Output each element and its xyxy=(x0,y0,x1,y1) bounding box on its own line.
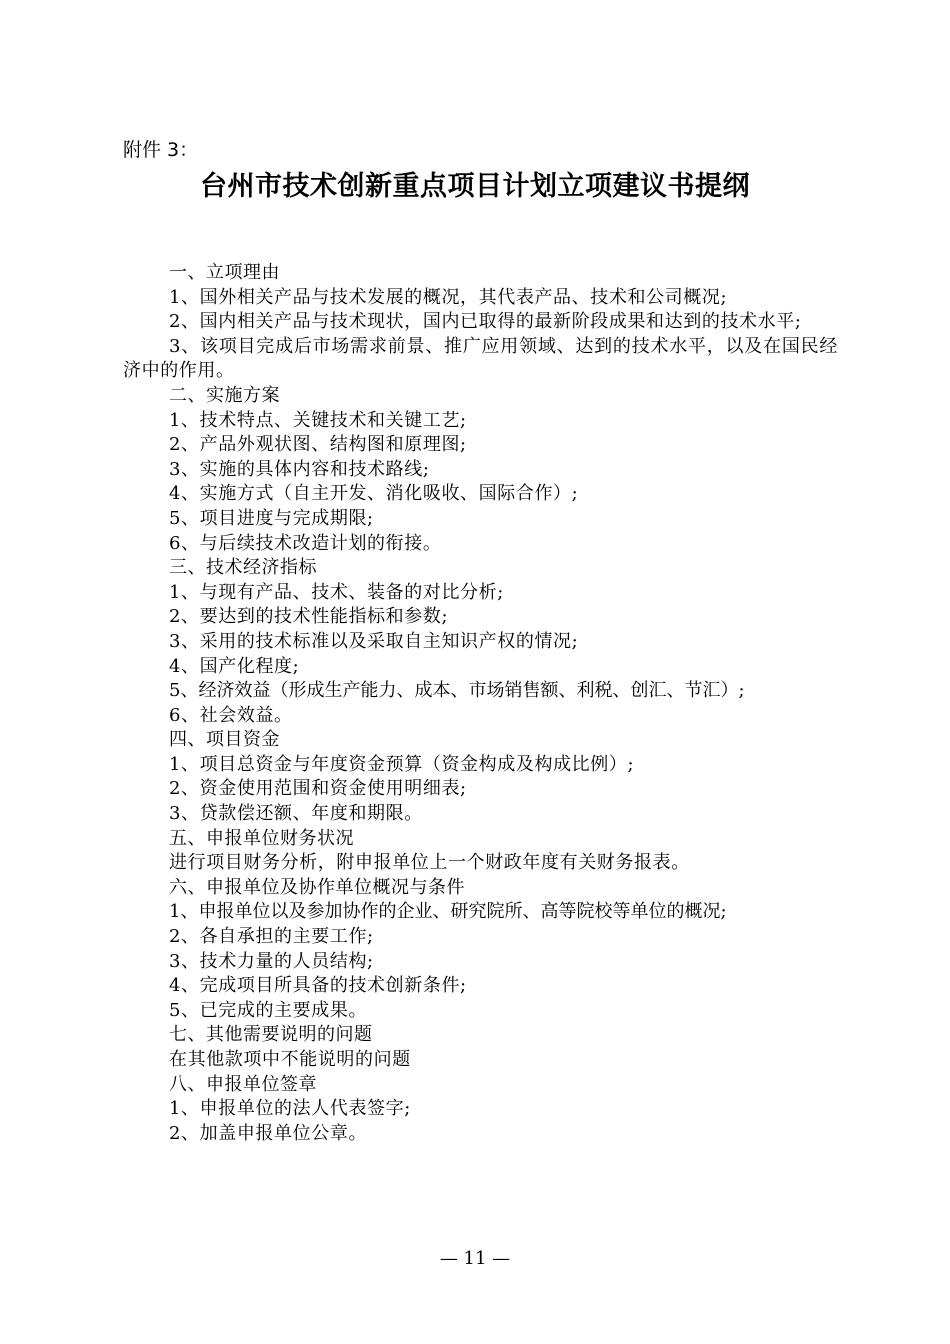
section-item: 6、与后续技术改造计划的衔接。 xyxy=(169,532,442,554)
section-item: 进行项目财务分析，附申报单位上一个财政年度有关财务报表。 xyxy=(169,852,690,874)
section-item: 5、经济效益（形成生产能力、成本、市场销售额、利税、创汇、节汇）; xyxy=(169,680,745,702)
section-heading: 四、项目资金 xyxy=(169,729,280,751)
section-item: 2、加盖申报单位公章。 xyxy=(169,1122,368,1144)
section-item: 在其他款项中不能说明的问题 xyxy=(169,1049,411,1070)
section-heading: 二、实施方案 xyxy=(169,384,280,406)
section-item: 3、实施的具体内容和技术路线; xyxy=(169,458,430,480)
section-item: 5、已完成的主要成果。 xyxy=(169,999,368,1021)
section-heading: 七、其他需要说明的问题 xyxy=(169,1024,373,1046)
page-number: — 11 — xyxy=(439,1248,511,1269)
section-item: 6、社会效益。 xyxy=(169,704,293,726)
attachment-label: 附件 3： xyxy=(123,139,199,161)
section-item: 2、各自承担的主要工作; xyxy=(169,926,374,948)
section-item: 1、项目总资金与年度资金预算（资金构成及构成比例）; xyxy=(169,753,635,775)
section-item: 1、与现有产品、技术、装备的对比分析; xyxy=(169,581,504,603)
section-heading: 三、技术经济指标 xyxy=(169,557,317,579)
section-heading: 一、立项理由 xyxy=(169,262,280,283)
section-item: 4、实施方式（自主开发、消化吸收、国际合作）; xyxy=(169,483,579,505)
section-item: 1、技术特点、关键技术和关键工艺; xyxy=(169,409,467,431)
section-item: 2、产品外观状图、结构图和原理图; xyxy=(169,434,467,456)
section-heading: 五、申报单位财务状况 xyxy=(169,827,354,849)
section-item: 2、要达到的技术性能指标和参数; xyxy=(169,606,449,628)
document-title: 台州市技术创新重点项目计划立项建议书提纲 xyxy=(200,171,750,202)
section-item: 4、国产化程度; xyxy=(169,655,300,677)
section-item: 5、项目进度与完成期限; xyxy=(169,507,374,529)
section-item: 1、国外相关产品与技术发展的概况，其代表产品、技术和公司概况; xyxy=(169,286,728,308)
section-item: 3、该项目完成后市场需求前景、推广应用领域、达到的技术水平，以及在国民经济中的作用。 xyxy=(123,335,838,382)
document-body xyxy=(123,261,838,1146)
section-item: 2、国内相关产品与技术现状，国内已取得的最新阶段成果和达到的技术水平; xyxy=(169,311,802,333)
section-item: 2、资金使用范围和资金使用明细表; xyxy=(169,778,467,800)
section-heading: 六、申报单位及协作单位概况与条件 xyxy=(169,876,465,898)
section-heading: 八、申报单位签章 xyxy=(169,1073,317,1095)
section-item: 3、技术力量的人员结构; xyxy=(169,950,374,972)
section-item: 1、申报单位以及参加协作的企业、研究院所、高等院校等单位的概况; xyxy=(169,901,727,923)
section-item: 3、采用的技术标准以及采取自主知识产权的情况; xyxy=(169,630,579,652)
section-item: 4、完成项目所具备的技术创新条件; xyxy=(169,975,467,997)
section-item: 3、贷款偿还额、年度和期限。 xyxy=(169,803,423,825)
section-item: 1、申报单位的法人代表签字; xyxy=(169,1098,411,1120)
